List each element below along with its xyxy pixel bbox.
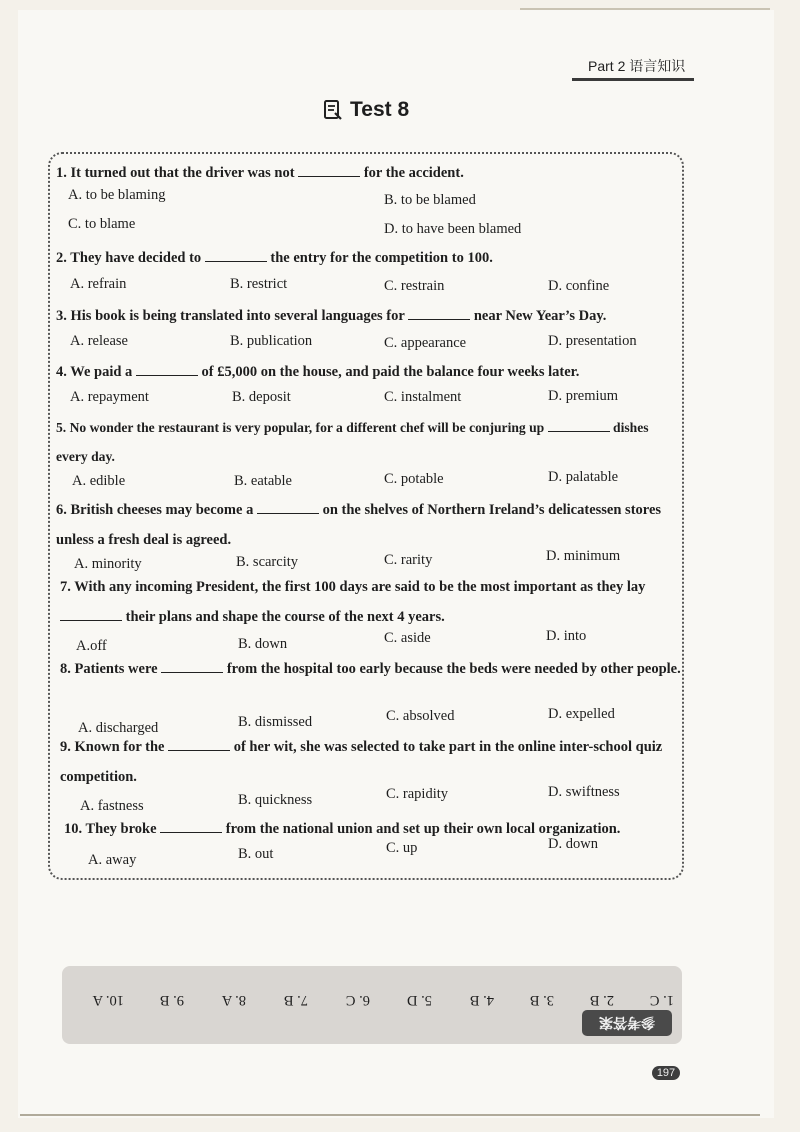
option-a[interactable]: A. minority	[74, 556, 142, 572]
option-a[interactable]: A. repayment	[70, 389, 149, 405]
option-b[interactable]: B. to be blamed	[384, 192, 476, 208]
question-text: 6. British cheeses may become a	[56, 502, 257, 518]
question-text: from the national union and set up their own local organization.	[222, 821, 621, 837]
question-text: the entry for the competition to 100.	[266, 250, 493, 266]
option-c[interactable]: C. absolved	[386, 708, 455, 724]
option-c[interactable]: C. aside	[384, 630, 431, 646]
question-text: 5. No wonder the restaurant is very popular, for a different chef will be conjuring up	[56, 420, 548, 435]
question-6	[56, 495, 678, 555]
question-text: from the hospital too early because the beds were needed by other people.	[223, 661, 681, 677]
test-title	[322, 98, 409, 122]
answer-blank[interactable]	[60, 606, 122, 621]
option-d[interactable]: D. presentation	[548, 333, 637, 349]
option-a[interactable]: A. to be blaming	[68, 187, 166, 203]
option-d[interactable]: D. swiftness	[548, 784, 620, 800]
option-c[interactable]: C. instalment	[384, 389, 462, 405]
page-number: 197	[652, 1066, 680, 1080]
option-c[interactable]: C. restrain	[384, 278, 445, 294]
option-b[interactable]: B. dismissed	[238, 714, 313, 730]
option-b[interactable]: B. restrict	[230, 276, 288, 292]
answer-item: 4. B	[469, 992, 494, 1008]
question-text: of her wit, she was selected to take part in the online inter-school quiz competition.	[60, 739, 663, 785]
question-text: 8. Patients were	[60, 661, 162, 677]
question-text: 7. With any incoming President, the first 100 days are said to be the most important as they lay	[60, 579, 646, 595]
answer-blank[interactable]	[160, 818, 222, 833]
question-10	[64, 816, 620, 842]
option-b[interactable]: B. scarcity	[236, 554, 299, 570]
top-rule	[520, 8, 770, 10]
option-d[interactable]: D. minimum	[546, 548, 621, 564]
question-3	[56, 303, 606, 329]
option-b[interactable]: B. down	[238, 636, 288, 652]
document-icon	[322, 99, 344, 121]
option-b[interactable]: B. out	[238, 846, 274, 862]
option-a[interactable]: A. discharged	[78, 720, 159, 736]
answer-blank[interactable]	[548, 417, 610, 432]
answer-item: 1. C	[649, 992, 674, 1008]
answer-blank[interactable]	[298, 162, 360, 177]
answer-blank[interactable]	[136, 361, 198, 376]
option-a[interactable]: A. release	[70, 333, 128, 349]
answer-item: 5. D	[407, 992, 432, 1008]
option-d[interactable]: D. down	[548, 836, 598, 852]
option-d[interactable]: D. expelled	[548, 706, 615, 722]
answer-blank[interactable]	[257, 499, 319, 514]
section-header: Part 2 语言知识	[588, 58, 686, 74]
question-2	[56, 245, 493, 271]
answer-key-panel	[62, 966, 682, 1044]
question-1	[56, 160, 464, 186]
option-c[interactable]: C. to blame	[68, 216, 136, 232]
option-a[interactable]: A. edible	[72, 473, 126, 489]
option-c[interactable]: C. rapidity	[386, 786, 449, 802]
answer-item: 2. B	[589, 992, 614, 1008]
option-d[interactable]: D. to have been blamed	[384, 221, 522, 237]
option-b[interactable]: B. deposit	[232, 389, 291, 405]
option-d[interactable]: D. palatable	[548, 469, 619, 485]
option-c[interactable]: C. appearance	[384, 335, 467, 351]
question-7	[60, 572, 682, 632]
answer-item: 9. B	[159, 992, 184, 1008]
question-text: 4. We paid a	[56, 364, 136, 380]
option-b[interactable]: B. quickness	[238, 792, 313, 808]
option-b[interactable]: B. publication	[230, 333, 313, 349]
question-text: 3. His book is being translated into several languages for	[56, 308, 409, 324]
question-5	[56, 413, 678, 471]
question-9	[60, 732, 682, 792]
question-text: 10. They broke	[64, 821, 161, 837]
question-text: 9. Known for the	[60, 739, 169, 755]
option-a[interactable]: A.off	[76, 638, 107, 654]
answer-blank[interactable]	[168, 736, 230, 751]
option-c[interactable]: C. up	[386, 840, 418, 856]
question-text: 2. They have decided to	[56, 250, 205, 266]
question-text: on the shelves of Northern Ireland’s delicatessen stores unless a fresh deal is agreed.	[56, 502, 662, 548]
option-d[interactable]: D. confine	[548, 278, 610, 294]
question-8	[60, 654, 682, 684]
answer-item: 7. B	[283, 992, 308, 1008]
answer-key-row	[62, 982, 682, 1008]
option-d[interactable]: D. into	[546, 628, 587, 644]
answer-item: 8. A	[221, 992, 246, 1008]
answer-item: 3. B	[529, 992, 554, 1008]
answer-blank[interactable]	[205, 247, 267, 262]
answer-item: 10. A	[92, 992, 124, 1008]
option-d[interactable]: D. premium	[548, 388, 619, 404]
question-text: near New Year’s Day.	[470, 308, 607, 324]
option-a[interactable]: A. refrain	[70, 276, 127, 292]
question-text: of £5,000 on the house, and paid the balance four weeks later.	[197, 364, 580, 380]
header-rule	[572, 78, 694, 81]
bottom-rule	[20, 1114, 760, 1116]
question-text: 1. It turned out that the driver was not	[56, 165, 299, 181]
question-text: their plans and shape the course of the next 4 years.	[122, 609, 445, 625]
test-title-text: Test 8	[350, 98, 410, 121]
option-b[interactable]: B. eatable	[234, 473, 292, 489]
question-4	[56, 359, 579, 385]
option-c[interactable]: C. potable	[384, 471, 444, 487]
option-a[interactable]: A. away	[88, 852, 137, 868]
answer-key-label: 参考答案	[582, 1010, 672, 1036]
option-c[interactable]: C. rarity	[384, 552, 433, 568]
answer-blank[interactable]	[161, 658, 223, 673]
answer-blank[interactable]	[408, 305, 470, 320]
question-text: for the accident.	[360, 165, 464, 181]
option-a[interactable]: A. fastness	[80, 798, 144, 814]
question-text: dishes every day.	[56, 420, 649, 464]
answer-item: 6. C	[345, 992, 370, 1008]
